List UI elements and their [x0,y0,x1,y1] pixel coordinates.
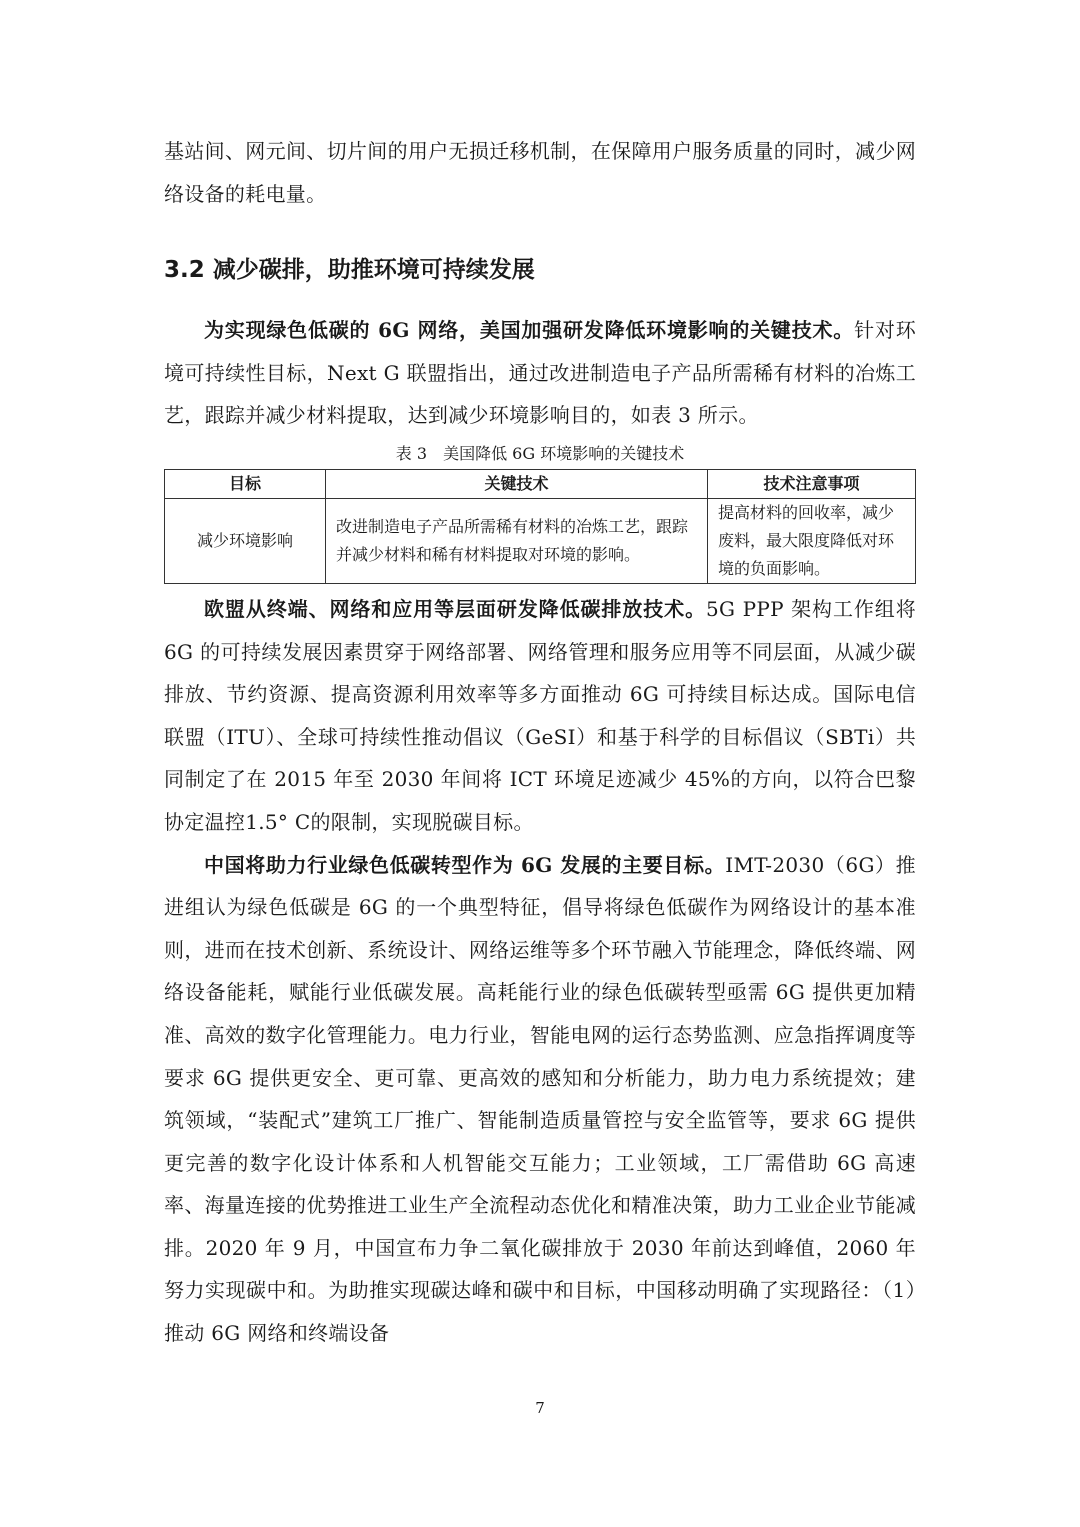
table-header-technology: 关键技术 [326,469,708,498]
page-number: 7 [535,1399,545,1417]
table-row [165,498,916,583]
us-paragraph [164,309,916,437]
key-tech-table [164,469,916,584]
china-paragraph-body: IMT-2030（6G）推进组认为绿色低碳是 6G 的一个典型特征，倡导将绿色低碳作为网络设计的基本准则，进而在技术创新、系统设计、网络运维等多个环节融入节能理念，降低终端、网络设备能耗，赋能行业低碳发展。高耗能行业的绿色低碳转型亟需 6G 提供更加精准、高效的数字化管理能力。电力行业，智能电网的运行态势监测、应急指挥调度等要求 6G 提供更安全、更可靠、更高效的感知和分析能力，助力电力系统提效；建筑领域，“装配式”建筑工厂推广、智能制造质量管控与安全监管等，要求 6G 提供更完善的数字化设计体系和人机智能交互能力；工业领域，工厂需借助 6G 高速率、海量连接的优势推进工业生产全流程动态优化和精准决策，助力工业企业节能减排。2020 年 9 月，中国宣布力争二氧化碳排放于 2030 年前达到峰值，2060 年努力实现碳中和。为助推实现碳达峰和碳中和目标，中国移动明确了实现路径：（1）推动 6G 网络和终端设备 [164,852,916,1346]
eu-paragraph [164,588,916,844]
us-paragraph-body: 针对环境可持续性目标，Next G 联盟指出，通过改进制造电子产品所需稀有材料的冶炼工艺，跟踪并减少材料提取，达到减少环境影响目的，如表 3 所示。 [164,318,916,428]
table-cell-notes: 提高材料的回收率，减少废料，最大限度降低对环境的负面影响。 [708,498,916,583]
us-paragraph-lead: 为实现绿色低碳的 6G 网络，美国加强研发降低环境影响的关键技术。 [204,318,855,343]
section-heading: 3.2 减少碳排，助推环境可持续发展 [164,257,535,284]
china-paragraph-lead: 中国将助力行业绿色低碳转型作为 6G 发展的主要目标。 [204,852,726,877]
table-header-row [165,469,916,498]
table-header-target: 目标 [165,469,326,498]
eu-paragraph-lead: 欧盟从终端、网络和应用等层面研发降低碳排放技术。 [204,596,706,621]
table-caption: 表 3 美国降低 6G 环境影响的关键技术 [395,443,685,463]
china-paragraph [164,844,916,1355]
table-header-notes: 技术注意事项 [708,469,916,498]
eu-paragraph-body: 5G PPP 架构工作组将 6G 的可持续发展因素贯穿于网络部署、网络管理和服务应用等不同层面，从减少碳排放、节约资源、提高资源利用效率等多方面推动 6G 可持续目标达成。国际电信联盟（ITU）、全球可持续性推动倡议（GeSI）和基于科学的目标倡议（SBTi）共同制定了在 2015 年至 2030 年间将 ICT 环境足迹减少 45%的方向，以符合巴黎协定温控1.5° C的限制，实现脱碳目标。 [164,596,917,834]
table-cell-technology: 改进制造电子产品所需稀有材料的冶炼工艺，跟踪并减少材料和稀有材料提取对环境的影响。 [326,498,708,583]
document-body [164,130,916,1355]
table-cell-target: 减少环境影响 [165,498,326,583]
intro-paragraph: 基站间、网元间、切片间的用户无损迁移机制，在保障用户服务质量的同时，减少网络设备的耗电量。 [164,139,916,206]
